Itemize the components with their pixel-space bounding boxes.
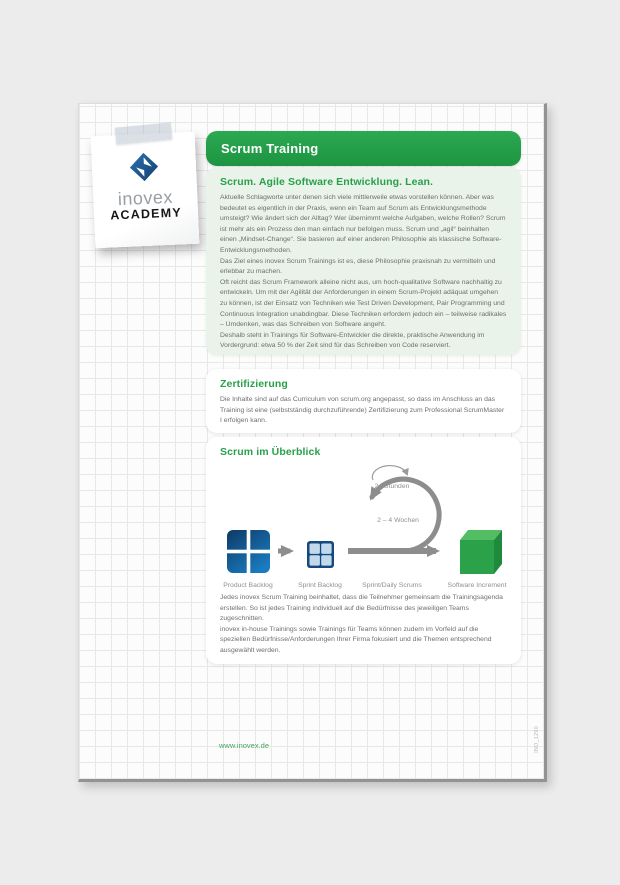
- document-sheet: [78, 103, 547, 782]
- label-software-increment: Software Increment: [447, 582, 507, 589]
- overview-panel: [206, 437, 521, 664]
- overview-heading: Scrum im Überblick: [220, 446, 321, 458]
- doc-code: INO_1290: [534, 726, 540, 753]
- label-product-backlog: Product Backlog: [223, 582, 273, 589]
- intro-paragraph-1: Aktuelle Schlagworte unter denen sich viele mittlerweile etwas vorstellen können. Aber was bedeutet es eigentlich in der Praxis, wenn ein Team auf Scrum als Entwicklungsmethode umsteigt? Wie ändert sich der Alltag? Wer übernimmt welche Aufgaben, welche Rollen? Scrum ist mehr als ein Prozess den man einfach nur befolgen muss. Scrum und „agil“ beinhalten einen „Mindset-Change“. Sie basieren auf einer anderen Philosophie als klassische Software-Entwicklungsmethoden.: [220, 194, 506, 254]
- sprint-loop-label: 2 – 4 Wochen: [377, 517, 419, 524]
- sticky-note: [91, 132, 200, 248]
- sprint-backlog-icon: [307, 541, 334, 568]
- page-title: Scrum Training: [206, 131, 521, 166]
- certification-body: Die Inhalte sind auf das Curriculum von scrum.org angepasst, so dass im Anschluss an das Training ist eine (selbstständig durchzuführende) Zertifizierung zum Professional ScrumMaster I erfolgen kann.: [220, 396, 505, 425]
- software-increment-icon: [460, 530, 502, 574]
- intro-paragraph-3: Oft reicht das Scrum Framework alleine nicht aus, um hoch-qualitative Software nachhaltig zu entwickeln. Um mit der Agilität der Anforderungen in einem Scrum-Projekt adäquat umgehen zu können, ist der Einsatz von Techniken wie Test Driven Development, Pair Programming und Continuous Integration unabdingbar. Diese Techniken erfordern jedoch ein – teilweise radikales – Umdenken, was das Schreiben von Software angeht.: [220, 278, 507, 329]
- closing-paragraph-1: Jedes inovex Scrum Training beinhaltet, dass die Teilnehmer gemeinsam die Trainingsagenda erstellen. So ist jedes Training individuell auf die Bedürfnisse des jeweiligen Teams zugeschnitten.: [220, 594, 503, 623]
- label-sprint-backlog: Sprint Backlog: [298, 582, 342, 589]
- brand-academy: ACADEMY: [109, 205, 183, 223]
- label-sprint-daily-scrums: Sprint/Daily Scrums: [362, 582, 422, 589]
- closing-paragraph-2: inovex in-house Trainings sowie Trainings für Teams können zudem im Vorfeld auf die speziellen Bedürfnisse/Anforderungen Ihrer Firma fokusiert und die Themen entsprechend ausgewählt werden.: [220, 625, 492, 654]
- brand-inovex: inovex: [117, 186, 174, 210]
- certification-heading: Zertifizierung: [220, 378, 288, 390]
- intro-heading: Scrum. Agile Software Entwicklung. Lean.: [220, 176, 434, 188]
- scrum-process-diagram: [220, 463, 510, 593]
- footer-url-link[interactable]: www.inovex.de: [219, 741, 270, 750]
- daily-loop-label: 24 Stunden: [374, 483, 410, 490]
- tape-strip: [115, 122, 172, 144]
- product-backlog-icon: [227, 530, 270, 573]
- certification-panel: [206, 369, 521, 433]
- intro-paragraph-4: Deshalb steht in Trainings für Software-Entwickler die direkte, praktische Anwendung im Vordergrund: etwa 50 % der Zeit sind für das Schreiben von Code reserviert.: [220, 331, 485, 350]
- inovex-diamond-icon: [128, 151, 159, 182]
- intro-panel: [206, 167, 521, 355]
- intro-paragraph-2: Das Ziel eines inovex Scrum Trainings ist es, diese Philosophie praxisnah zu vermitteln und erlebbar zu machen.: [220, 257, 496, 276]
